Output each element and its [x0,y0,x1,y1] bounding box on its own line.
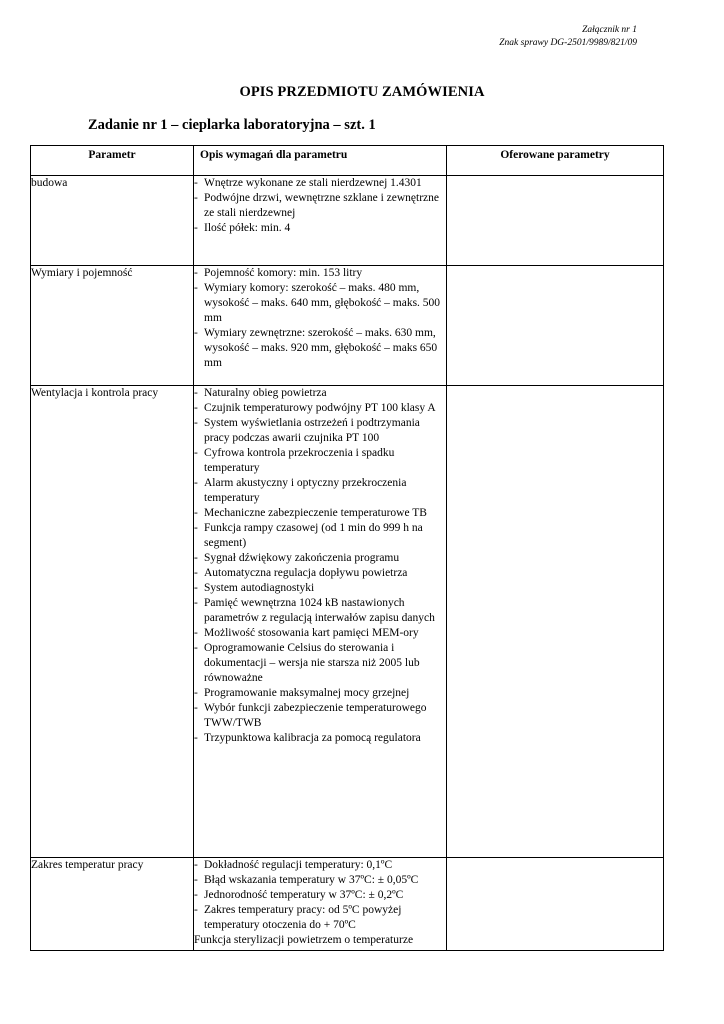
list-item: - Jednorodność temperatury w 37ºC: ± 0,2ºC [194,889,404,901]
list-item: - Programowanie maksymalnej mocy grzejnej [194,687,410,699]
header-requirements: Opis wymagań dla parametru [194,146,447,176]
offered-cell [447,386,664,858]
list-item: - Ilość półek: min. 4 [194,222,291,234]
table-row [31,176,664,266]
list-item: - Zakres temperatury pracy: od 5ºC powyżej temperatury otoczenia do + 70ºC [194,904,402,931]
list-item: - Automatyczna regulacja dopływu powietrza [194,567,408,579]
list-item: - Oprogramowanie Celsius do sterowania i dokumentacji – wersja nie starsza niż 2005 lub równoważne [194,642,420,684]
list-item: - Cyfrowa kontrola przekroczenia i spadku temperatury [194,447,395,474]
offered-cell [447,858,664,951]
attachment-label: Załącznik nr 1 [582,25,637,35]
list-item: - Dokładność regulacji temperatury: 0,1ºC [194,859,393,871]
list-item: - Wymiary zewnętrzne: szerokość – maks. 630 mm, wysokość – maks. 920 mm, głębokość – maks 650 mm [194,327,438,369]
document-title: OPIS PRZEDMIOTU ZAMÓWIENIA [239,84,485,100]
list-item: - Pojemność komory: min. 153 litry [194,267,363,279]
param-cell: budowa [31,176,194,266]
param-cell: Wentylacja i kontrola pracy [31,386,194,858]
table-row [31,386,664,858]
list-item: - Wnętrze wykonane ze stali nierdzewnej 1.4301 [194,177,422,189]
requirements-cell [194,266,447,386]
list-item: - Możliwość stosowania kart pamięci MEM-ory [194,627,419,639]
requirements-cell [194,176,447,266]
offered-cell [447,176,664,266]
sterilization-note: Funkcja sterylizacji powietrzem o temperaturze [194,934,414,946]
header-offered: Oferowane parametry [447,146,664,176]
list-item: - Wymiary komory: szerokość – maks. 480 mm, wysokość – maks. 640 mm, głębokość – maks. 500 mm [194,282,441,324]
list-item: - Naturalny obieg powietrza [194,387,327,399]
list-item: - Mechaniczne zabezpieczenie temperaturowe TB [194,507,427,519]
list-item: - Trzypunktowa kalibracja za pomocą regulatora [194,732,421,744]
param-cell: Wymiary i pojemność [31,266,194,386]
list-item: - Czujnik temperaturowy podwójny PT 100 klasy A [194,402,436,414]
table-row [31,266,664,386]
requirements-cell [194,386,447,858]
table-header-row [31,146,664,176]
list-item: - Funkcja rampy czasowej (od 1 min do 999 h na segment) [194,522,423,549]
list-item: - System wyświetlania ostrzeżeń i podtrzymania pracy podczas awarii czujnika PT 100 [194,417,420,444]
list-item: - Alarm akustyczny i optyczny przekroczenia temperatury [194,477,407,504]
offered-cell [447,266,664,386]
task-title: Zadanie nr 1 – cieplarka laboratoryjna – szt. 1 [88,117,376,133]
document-reference [499,24,637,50]
list-item: - Pamięć wewnętrzna 1024 kB nastawionych parametrów z regulacją interwałów zapisu danych [194,597,435,624]
list-item: - System autodiagnostyki [194,582,315,594]
header-parameter: Parametr [31,146,194,176]
case-number: Znak sprawy DG-2501/9989/821/09 [499,38,637,48]
list-item: - Błąd wskazania temperatury w 37ºC: ± 0,05ºC [194,874,419,886]
list-item: - Podwójne drzwi, wewnętrzne szklane i zewnętrzne ze stali nierdzewnej [194,192,440,219]
table-row [31,858,664,951]
requirements-cell [194,858,447,951]
specification-table [30,145,664,951]
list-item: - Wybór funkcji zabezpieczenie temperaturowego TWW/TWB [194,702,427,729]
list-item: - Sygnał dźwiękowy zakończenia programu [194,552,400,564]
param-cell: Zakres temperatur pracy [31,858,194,951]
